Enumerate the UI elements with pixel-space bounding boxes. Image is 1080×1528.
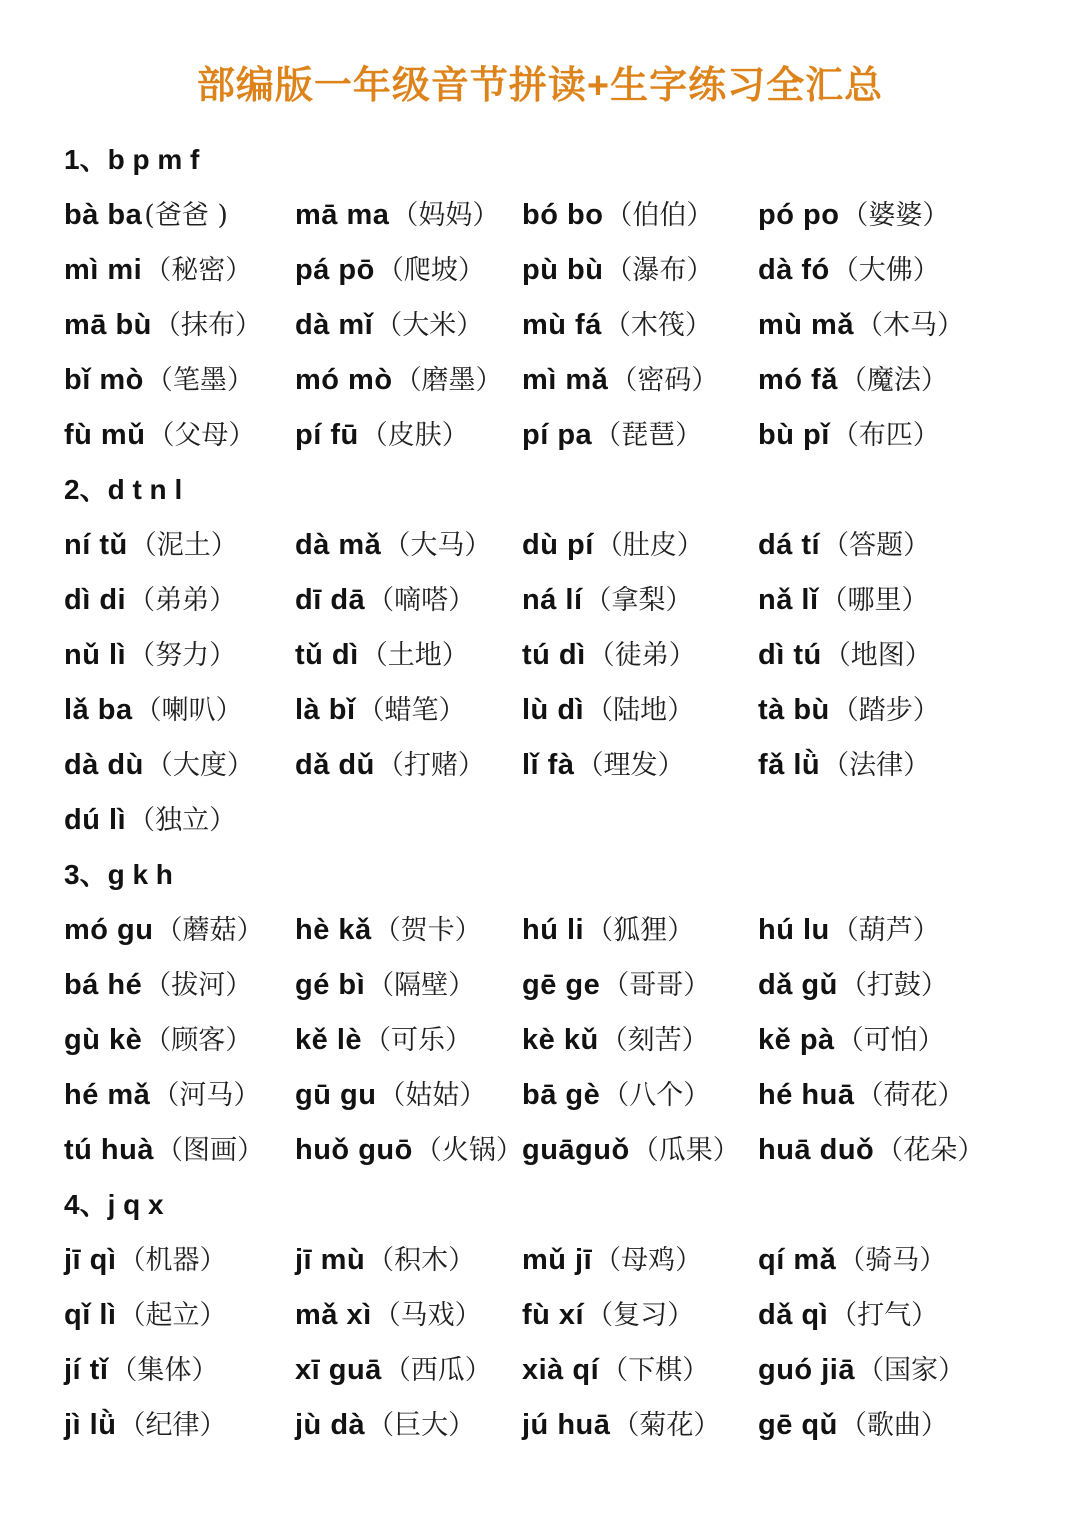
word-entry (295, 1293, 522, 1332)
word-entry (522, 1238, 758, 1277)
pinyin-text: tú huà (64, 1134, 154, 1166)
pinyin-text: mì mi (64, 254, 143, 286)
pinyin-text: dì di (64, 584, 127, 616)
hanzi-text: （巨大） (367, 1410, 476, 1441)
pinyin-text: bà ba (64, 199, 143, 231)
word-entry (295, 633, 522, 672)
hanzi-text: （河马） (152, 1080, 261, 1111)
pinyin-text: gū gu (295, 1079, 377, 1111)
word-entry (64, 743, 295, 782)
pinyin-text: pó po (758, 199, 840, 231)
pinyin-text: kè kǔ (522, 1024, 599, 1056)
hanzi-text: （瓜果） (631, 1135, 740, 1166)
hanzi-text: （踏步） (831, 695, 940, 726)
hanzi-text: （徒弟） (587, 640, 696, 671)
word-entry (64, 1238, 295, 1277)
pinyin-text: dà mǎ (295, 529, 382, 561)
pinyin-text: tà bù (758, 694, 830, 726)
hanzi-text: （马戏） (373, 1300, 482, 1331)
pinyin-text: mù fá (522, 309, 602, 341)
pinyin-text: kě pà (758, 1024, 835, 1056)
pinyin-text: jī qì (64, 1244, 117, 1276)
pinyin-text: hé mǎ (64, 1079, 151, 1111)
pinyin-text: jī mù (295, 1244, 366, 1276)
pinyin-text: gē qǔ (758, 1409, 838, 1441)
word-entry (758, 1073, 1044, 1112)
word-entry (295, 1403, 522, 1442)
pinyin-text: pí fū (295, 419, 359, 451)
word-entry (295, 358, 522, 397)
hanzi-text: （泥土） (129, 530, 238, 561)
hanzi-text: （磨墨） (394, 365, 503, 396)
pinyin-text: dà dù (64, 749, 144, 781)
pinyin-text: bù pǐ (758, 419, 830, 451)
hanzi-text: （妈妈） (391, 200, 500, 231)
hanzi-text: （菊花） (612, 1410, 721, 1441)
word-entry (64, 633, 295, 672)
hanzi-text: （纪律） (118, 1410, 227, 1441)
word-row (64, 680, 1044, 735)
word-row (64, 1395, 1044, 1450)
word-entry (522, 1348, 758, 1387)
hanzi-text: （伯伯） (605, 200, 714, 231)
word-entry (758, 1348, 1044, 1387)
hanzi-text: （狐狸） (586, 915, 695, 946)
word-entry (295, 688, 522, 727)
pinyin-text: fù xí (522, 1299, 585, 1331)
hanzi-text: （大度） (145, 750, 254, 781)
hanzi-text: （蜡笔） (357, 695, 466, 726)
word-entry (522, 1128, 758, 1167)
word-entry (758, 578, 1044, 617)
pinyin-text: ná lí (522, 584, 583, 616)
pinyin-text: mā ma (295, 199, 390, 231)
pinyin-text: kě lè (295, 1024, 362, 1056)
word-entry (522, 633, 758, 672)
hanzi-text: （拔河） (144, 970, 253, 1001)
pinyin-text: dǎ dǔ (295, 749, 375, 781)
hanzi-text: （起立） (118, 1300, 227, 1331)
pinyin-text: mì mǎ (522, 364, 609, 396)
word-row (64, 1340, 1044, 1395)
hanzi-text: （姑姑） (378, 1080, 487, 1111)
pinyin-text: gé bì (295, 969, 366, 1001)
hanzi-text: （葫芦） (831, 915, 940, 946)
word-row (64, 735, 1044, 790)
hanzi-text: （下棋） (601, 1355, 710, 1386)
hanzi-text: （密码） (610, 365, 719, 396)
hanzi-text: （木筏） (603, 310, 712, 341)
pinyin-text: nǔ lì (64, 639, 127, 671)
pinyin-text: tǔ dì (295, 639, 359, 671)
hanzi-text: （积木） (367, 1245, 476, 1276)
hanzi-text: （刻苦） (600, 1025, 709, 1056)
section-heading: 3、g k h (64, 858, 173, 890)
hanzi-text: （笔墨） (145, 365, 254, 396)
word-row (64, 1065, 1044, 1120)
pinyin-text: dǎ qì (758, 1299, 829, 1331)
pinyin-text: mù mǎ (758, 309, 854, 341)
hanzi-text: （花朵） (876, 1135, 985, 1166)
pinyin-text: ní tǔ (64, 529, 128, 561)
hanzi-text: （八个） (602, 1080, 711, 1111)
pinyin-text: huǒ guō (295, 1134, 413, 1166)
word-entry (295, 193, 522, 232)
pinyin-text: là bǐ (295, 694, 356, 726)
word-entry (295, 1128, 522, 1167)
word-row (64, 1230, 1044, 1285)
pinyin-text: jí tǐ (64, 1354, 109, 1386)
word-entry (758, 1018, 1044, 1057)
word-entry (295, 413, 522, 452)
hanzi-text: （可乐） (364, 1025, 472, 1056)
pinyin-text: bā gè (522, 1079, 601, 1111)
hanzi-text: （荷花） (856, 1080, 965, 1111)
pinyin-text: pù bù (522, 254, 604, 286)
hanzi-text: （琵琶） (594, 420, 703, 451)
pinyin-text: dà mǐ (295, 309, 374, 341)
word-entry (295, 1018, 522, 1057)
hanzi-text: （喇叭） (134, 695, 243, 726)
word-entry (758, 743, 1044, 782)
hanzi-text: （秘密） (144, 255, 253, 286)
word-row (64, 570, 1044, 625)
word-row (64, 405, 1044, 460)
pinyin-text: lǐ fà (522, 749, 575, 781)
hanzi-text: （隔壁） (367, 970, 476, 1001)
word-entry (64, 1073, 295, 1112)
word-entry (295, 1238, 522, 1277)
hanzi-text: （打赌） (376, 750, 485, 781)
pinyin-text: jù dà (295, 1409, 366, 1441)
word-row (64, 790, 1044, 845)
word-entry (758, 688, 1044, 727)
hanzi-text: （西瓜） (383, 1355, 492, 1386)
pinyin-text: gē ge (522, 969, 601, 1001)
pinyin-text: nǎ lǐ (758, 584, 819, 616)
hanzi-text: （哥哥） (602, 970, 711, 1001)
pinyin-text: dì tú (758, 639, 822, 671)
word-entry (522, 303, 758, 342)
pinyin-text: guāguǒ (522, 1134, 630, 1166)
pinyin-text: dī dā (295, 584, 366, 616)
pinyin-text: hú lu (758, 914, 830, 946)
word-entry (295, 1348, 522, 1387)
pinyin-text: dá tí (758, 529, 821, 561)
pinyin-text: mǔ jī (522, 1244, 593, 1276)
hanzi-text: （抹布） (153, 310, 262, 341)
pinyin-text: bá hé (64, 969, 143, 1001)
pinyin-text: bó bo (522, 199, 604, 231)
pinyin-text: qí mǎ (758, 1244, 837, 1276)
hanzi-text: （嘀嗒） (367, 585, 476, 616)
word-entry (295, 908, 522, 947)
word-entry (64, 248, 295, 287)
pinyin-text: hé huā (758, 1079, 855, 1111)
hanzi-text: （打气） (830, 1300, 939, 1331)
word-entry (522, 963, 758, 1002)
word-row (64, 1285, 1044, 1340)
hanzi-text: （地图） (823, 640, 932, 671)
word-row (64, 1010, 1044, 1065)
pinyin-text: xī guā (295, 1354, 382, 1386)
word-row (64, 955, 1044, 1010)
pinyin-text: guó jiā (758, 1354, 855, 1386)
hanzi-text: （爬坡） (376, 255, 485, 286)
word-entry (522, 193, 758, 232)
pinyin-text: pá pō (295, 254, 375, 286)
pinyin-text: qǐ lì (64, 1299, 117, 1331)
word-entry (295, 963, 522, 1002)
pinyin-text: fǎ lǜ (758, 749, 821, 781)
hanzi-text: （图画） (156, 1135, 264, 1166)
word-entry (758, 248, 1044, 287)
section-heading: 2、d t n l (64, 473, 183, 505)
hanzi-text: （土地） (360, 640, 469, 671)
hanzi-text: （打鼓） (839, 970, 948, 1001)
hanzi-text: （答题） (822, 530, 931, 561)
word-row (64, 515, 1044, 570)
word-entry (64, 1018, 295, 1057)
section-heading: 1、b p m f (64, 143, 200, 175)
word-entry (64, 193, 295, 232)
pinyin-text: dà fó (758, 254, 830, 286)
pinyin-text: hú li (522, 914, 585, 946)
hanzi-text: （大米） (375, 310, 484, 341)
hanzi-text: (爸爸 ) (144, 200, 228, 231)
pinyin-text: mǎ xì (295, 1299, 372, 1331)
word-entry (295, 248, 522, 287)
pinyin-text: lǎ ba (64, 694, 133, 726)
word-entry (758, 303, 1044, 342)
word-entry (758, 633, 1044, 672)
hanzi-text: （法律） (822, 750, 931, 781)
word-entry (758, 1403, 1044, 1442)
pinyin-text: jú huā (522, 1409, 611, 1441)
word-entry (295, 303, 522, 342)
hanzi-text: （魔法） (839, 365, 948, 396)
word-entry (758, 908, 1044, 947)
hanzi-text: （集体） (110, 1355, 219, 1386)
hanzi-text: （布匹） (831, 420, 940, 451)
word-entry (758, 523, 1044, 562)
word-row (64, 295, 1044, 350)
word-row (64, 900, 1044, 955)
word-entry (758, 413, 1044, 452)
pinyin-text: pí pa (522, 419, 593, 451)
worksheet-content (0, 122, 1080, 1450)
word-entry (522, 1073, 758, 1112)
hanzi-text: （父母） (147, 420, 256, 451)
word-entry (522, 1403, 758, 1442)
word-row (64, 240, 1044, 295)
word-entry (64, 1348, 295, 1387)
word-row (64, 185, 1044, 240)
pinyin-text: mó fǎ (758, 364, 838, 396)
pinyin-text: mó mò (295, 364, 393, 396)
pinyin-text: bǐ mò (64, 364, 144, 396)
hanzi-text: （火锅） (414, 1135, 523, 1166)
word-entry (522, 908, 758, 947)
word-entry (522, 413, 758, 452)
word-entry (758, 963, 1044, 1002)
pinyin-text: dǎ gǔ (758, 969, 838, 1001)
hanzi-text: （歌曲） (839, 1410, 948, 1441)
hanzi-text: （贺卡） (373, 915, 482, 946)
word-entry (522, 688, 758, 727)
word-entry (295, 743, 522, 782)
pinyin-text: mā bù (64, 309, 152, 341)
word-entry (522, 1018, 758, 1057)
pinyin-text: dù pí (522, 529, 594, 561)
section-heading: 4、j q x (64, 1188, 164, 1220)
pinyin-text: fù mǔ (64, 419, 146, 451)
hanzi-text: （国家） (856, 1355, 965, 1386)
word-entry (64, 1293, 295, 1332)
word-entry (64, 1128, 295, 1167)
hanzi-text: （哪里） (820, 585, 929, 616)
word-entry (522, 578, 758, 617)
word-row (64, 625, 1044, 680)
word-row (64, 350, 1044, 405)
word-entry (522, 248, 758, 287)
pinyin-text: lù dì (522, 694, 585, 726)
hanzi-text: （努力） (128, 640, 237, 671)
word-entry (522, 1293, 758, 1332)
word-entry (64, 358, 295, 397)
hanzi-text: （弟弟） (128, 585, 237, 616)
word-entry (64, 908, 295, 947)
word-entry (522, 523, 758, 562)
hanzi-text: （可怕） (836, 1025, 945, 1056)
word-entry (295, 523, 522, 562)
word-entry (295, 1073, 522, 1112)
hanzi-text: （骑马） (838, 1245, 947, 1276)
pinyin-text: xià qí (522, 1354, 600, 1386)
hanzi-text: （肚皮） (595, 530, 704, 561)
pinyin-text: gù kè (64, 1024, 143, 1056)
word-entry (64, 1403, 295, 1442)
word-entry (64, 523, 295, 562)
hanzi-text: （瀑布） (605, 255, 714, 286)
hanzi-text: （木马） (855, 310, 964, 341)
pinyin-text: mó gu (64, 914, 154, 946)
hanzi-text: （独立） (128, 805, 237, 836)
word-entry (758, 358, 1044, 397)
pinyin-text: dú lì (64, 804, 127, 836)
hanzi-text: （大马） (383, 530, 492, 561)
hanzi-text: （母鸡） (594, 1245, 703, 1276)
word-entry (64, 798, 295, 837)
hanzi-text: （机器） (118, 1245, 227, 1276)
word-entry (64, 688, 295, 727)
hanzi-text: （顾客） (144, 1025, 253, 1056)
word-entry (64, 413, 295, 452)
word-entry (758, 1238, 1044, 1277)
word-entry (758, 1293, 1044, 1332)
hanzi-text: （拿梨） (584, 585, 693, 616)
hanzi-text: （皮肤） (360, 420, 469, 451)
hanzi-text: （理发） (576, 750, 685, 781)
word-entry (64, 963, 295, 1002)
word-entry (758, 1128, 1044, 1167)
word-entry (522, 743, 758, 782)
hanzi-text: （大佛） (831, 255, 940, 286)
word-entry (64, 578, 295, 617)
hanzi-text: （蘑菇） (155, 915, 264, 946)
page-title: 部编版一年级音节拼读+生字练习全汇总 (196, 65, 884, 107)
pinyin-text: tú dì (522, 639, 586, 671)
hanzi-text: （陆地） (586, 695, 695, 726)
pinyin-text: huā duǒ (758, 1134, 875, 1166)
pinyin-text: hè kǎ (295, 914, 372, 946)
hanzi-text: （复习） (586, 1300, 695, 1331)
hanzi-text: （婆婆） (841, 200, 950, 231)
word-entry (522, 358, 758, 397)
pinyin-text: jì lǜ (64, 1409, 117, 1441)
word-entry (758, 193, 1044, 232)
word-row (64, 1120, 1044, 1175)
word-entry (295, 578, 522, 617)
word-entry (64, 303, 295, 342)
